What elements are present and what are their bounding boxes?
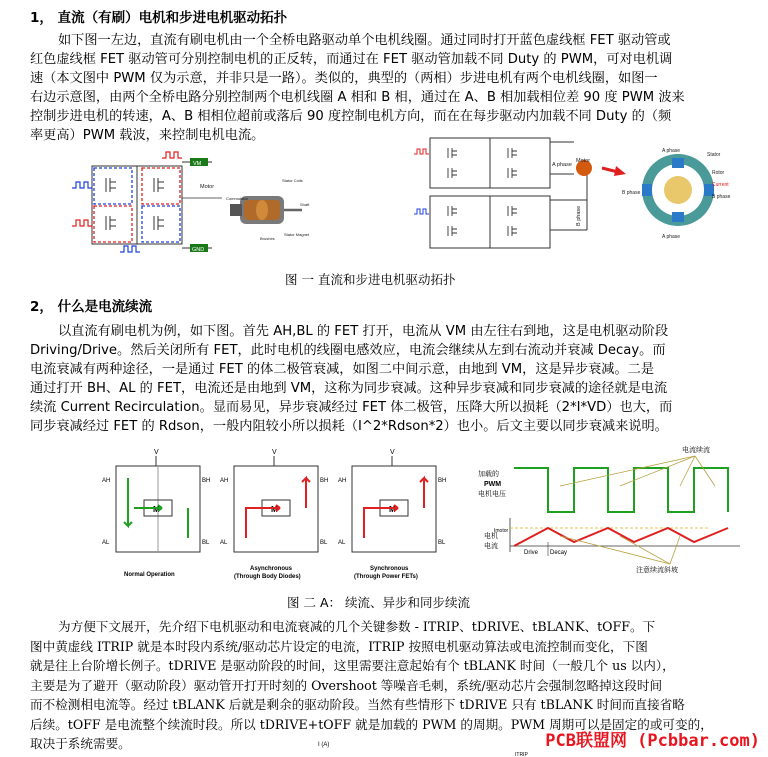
pwm-voltage-wave (514, 468, 728, 512)
bridge-synchronous (338, 449, 446, 580)
section1-paragraph (30, 31, 746, 145)
dc-motor-bridge-figure (72, 148, 322, 260)
section1-heading: 1， 直流（有刷）电机和步进电机驱动拓扑 (30, 10, 288, 26)
normal-operation-caption: Normal Operation (124, 572, 175, 578)
al-label: AL (338, 540, 346, 546)
section2-paragraph (30, 322, 746, 436)
section1-line: 如下图一左边，直流有刷电机由一个全桥电路驱动单个电机线圈。通过同时打开蓝色虚线框 FET 驱动管或 (58, 33, 671, 48)
gnd-label: GND (192, 247, 205, 253)
a-phase-label: A phase (552, 162, 572, 168)
commutator-label: Commutator (226, 196, 249, 201)
section2-heading: 2， 什么是电流续流 (30, 299, 153, 315)
figure1-caption: 图 一 直流和步进电机驱动拓扑 (285, 272, 456, 287)
recirc-bottom-label: 注意续流斜坡 (636, 567, 678, 574)
section1-line: 红色虚线框 FET 驱动管可分别控制电机的正反转，而通过在 FET 驱动管加载不同 Duty 的 PWM，可对电机调 (30, 52, 673, 67)
section1-line: 控制步进电机的转速，A、B 相相位超前或落后 90 度控制电机方向，而在在每步驱动内加载不同 Duty 的（频 (30, 109, 672, 124)
recirculation-bridges-figure (100, 444, 460, 584)
asynchronous-subcaption: (Through Body Diodes) (234, 574, 301, 580)
synchronous-subcaption: (Through Power FETs) (354, 574, 418, 580)
stator-coils-label: Stator Coils (282, 178, 303, 183)
current-title-2: 电流 (484, 543, 498, 550)
m-label: M (271, 505, 278, 514)
stator-label: Stator (707, 152, 721, 158)
stepper-motor-label: Motor (576, 158, 591, 164)
section1-line: 右边示意图，由两个全桥电路分别控制两个电机线圈 A 相和 B 相，通过在 A、B 相加载相位差 90 度 PWM 波来 (30, 90, 685, 105)
rotor-label: Rotor (712, 170, 725, 176)
section2-line: 以直流有刷电机为例，如下图。首先 AH,BL 的 FET 打开，电流从 VM 由左往右到地，这是电机驱动阶段 (58, 324, 669, 339)
section3-line: 后续。tOFF 是电流整个续流时段。所以 tDRIVE+tOFF 就是加载的 PWM 的周期。PWM 周期可以是固定的或可变的， (30, 716, 713, 732)
stepper-motor-bridge-figure (412, 134, 742, 254)
section3-line: 主要是为了避开（驱动阶段）驱动管开打开时刻的 Overshoot 等噪音毛刺，系统/驱动芯片会强制忽略掉这段时间 (30, 677, 663, 693)
section3-line: 取决于系统需要。 (30, 736, 131, 751)
bh-label: BH (202, 478, 211, 484)
pwm-title: 加载的 (478, 471, 499, 478)
bridge-normal-operation (102, 449, 210, 578)
ah-label: AH (220, 478, 229, 484)
section2-line: 续流 Current Recirculation。显而易见，异步衰减经过 FET 体二极管，压降大所以损耗（2*I*VD）也大，而 (30, 400, 673, 415)
figure2-caption: 图 二 A： 续流、异步和同步续流 (287, 595, 470, 610)
b-phase-label: B phase (576, 205, 582, 226)
asynchronous-caption: Asynchronous (250, 566, 293, 572)
section2-line: 电流衰减有两种途径，一是通过 FET 的体二极管衰减，如图二中间示意，由地到 VM，这是异步衰减。二是 (30, 362, 655, 377)
b-phase-left-label: B phase (622, 190, 641, 196)
stepper-rotor-icon (642, 154, 714, 226)
m-label: M (389, 505, 396, 514)
section3-line: 为方便下文展开，先介绍下电机驱动和电流衰减的几个关键参数 - ITRIP、tDRIVE、tBLANK、tOFF。下 (58, 619, 656, 634)
pwm-title-3: 电机电压 (478, 491, 506, 498)
decay-label: Decay (550, 550, 568, 556)
section3-line: 就是往上台阶增长例子。tDRIVE 是驱动阶段的时间，这里需要注意起始有个 tBLANK 时间（一般几个 us 以内）， (30, 658, 675, 673)
section1-line: 速（本文图中 PWM 仅为示意，并非只是一路）。类似的，典型的（两相）步进电机有两个电机线圈，如图一 (30, 71, 658, 86)
section2-line: 通过打开 BH、AL 的 FET，电流还是由地到 VM，这称为同步衰减。这种异步衰减和同步衰减的途径就是电流 (30, 381, 668, 396)
stator-magnet-label: Stator Magnet (284, 232, 310, 237)
next-figure-axis-label: I (A) (318, 742, 330, 748)
bridge-asynchronous (220, 449, 328, 580)
a-phase-bottom-label: A phase (662, 234, 681, 240)
bl-label: BL (320, 540, 328, 546)
b-phase-right-label: B phase (712, 194, 731, 200)
section3-line: 图中黄虚线 ITRIP 就是本时段内系统/驱动芯片设定的电流，ITRIP 按照电机驱动算法或电流控制而变化，下图 (30, 638, 648, 654)
ah-label: AH (102, 478, 111, 484)
motor-label: Motor (200, 184, 215, 190)
section3-line: 而不检测相电流等。经过 tBLANK 后就是剩余的驱动阶段。当然有些情形下 tDRIVE 只有 tBLANK 时间而直接省略 (30, 697, 685, 712)
imotor-label: Imotor (494, 528, 509, 534)
ah-label: AH (338, 478, 347, 484)
recirc-top-label: 电流续流 (682, 447, 710, 454)
al-label: AL (220, 540, 228, 546)
next-figure-itrip-label: ITRIP (515, 752, 528, 757)
bl-label: BL (202, 540, 210, 546)
section1-line: 率更高）PWM 载波，来控制电机电流。 (30, 128, 265, 143)
section2-line: Driving/Drive。然后关闭所有 FET，此时电机的线圈电感效应，电流会继续从左到右流动并衰减 Decay。而 (30, 343, 666, 358)
v-label: V (154, 449, 159, 456)
current-title: 电机 (484, 533, 498, 540)
a-phase-top-label: A phase (662, 148, 681, 154)
recirculation-waveform-figure (470, 442, 760, 582)
bh-label: BH (438, 478, 447, 484)
shaft-label: Shaft (300, 202, 310, 207)
vm-label: VM (193, 161, 202, 167)
al-label: AL (102, 540, 110, 546)
watermark: PCB联盟网 (Pcbbar.com) (545, 731, 760, 751)
brushes-label: Brushes (260, 236, 275, 241)
bl-label: BL (438, 540, 446, 546)
synchronous-caption: Synchronous (370, 566, 409, 572)
v-label: V (390, 449, 395, 456)
current-label: Current (712, 182, 729, 188)
m-label: M (153, 505, 160, 514)
section2-line: 同步衰减经过 FET 的 Rdson，一般内阻较小所以损耗（I^2*Rdson*2）也小。后文主要以同步衰减来说明。 (30, 419, 668, 434)
v-label: V (272, 449, 277, 456)
pwm-title-2: PWM (484, 481, 502, 488)
bh-label: BH (320, 478, 329, 484)
drive-label: Drive (524, 550, 539, 556)
